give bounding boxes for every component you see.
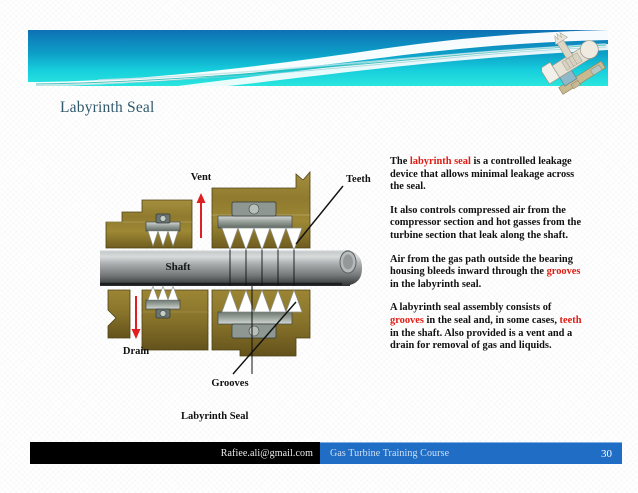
- diagram-label-shaft: Shaft: [165, 261, 191, 273]
- labyrinth-seal-diagram: [100, 160, 385, 440]
- diagram-label-teeth: Teeth: [346, 174, 371, 185]
- body-text-run: in the seal and, in some cases,: [423, 314, 560, 326]
- banner-swoosh-graphic: [28, 30, 608, 86]
- vent-arrow: [197, 193, 206, 238]
- diagram-label-drain: Drain: [122, 346, 150, 357]
- diagram-caption: Labyrinth Seal: [181, 411, 249, 422]
- slide-footer: [30, 442, 622, 464]
- footer-course-title: Gas Turbine Training Course: [330, 448, 450, 459]
- highlighted-term: teeth: [559, 314, 582, 326]
- body-text-run: A labyrinth seal assembly consists of: [390, 302, 552, 314]
- diagram-label-grooves: Grooves: [211, 378, 249, 389]
- body-text-run: in the shaft. Also provided is a vent and a drain for removal of gas and liquids.: [390, 327, 573, 352]
- highlighted-term: grooves: [546, 266, 581, 278]
- body-paragraph: [390, 302, 585, 352]
- highlighted-term: grooves: [390, 314, 424, 326]
- footer-email-section: [30, 442, 320, 464]
- header-banner: [28, 30, 608, 86]
- body-text-run: The: [390, 156, 410, 167]
- gas-turbine-image: [542, 22, 612, 102]
- body-paragraph: [390, 156, 585, 194]
- body-text-run: Air from the gas path outside the bearing housing bleeds inward through the: [390, 253, 573, 278]
- body-text-run: It also controls compressed air from the compressor section and hot gasses from the turbine section that leak along the shaft.: [390, 204, 582, 241]
- drain-arrow: [132, 296, 141, 339]
- diagram-label-vent: Vent: [190, 172, 212, 183]
- footer-course-section: [320, 442, 622, 464]
- body-text-run: in the labyrinth seal.: [390, 278, 482, 290]
- body-paragraph: [390, 205, 585, 243]
- body-text-run: is a controlled leakage device that allows minimal leakage across the seal.: [390, 156, 575, 193]
- page-title: Labyrinth Seal: [60, 99, 155, 116]
- highlighted-term: labyrinth seal: [409, 156, 471, 167]
- footer-page-number: 30: [601, 447, 612, 460]
- body-text: [390, 156, 585, 353]
- footer-email: Rafiee.ali@gmail.com: [220, 447, 313, 459]
- body-paragraph: [390, 254, 585, 292]
